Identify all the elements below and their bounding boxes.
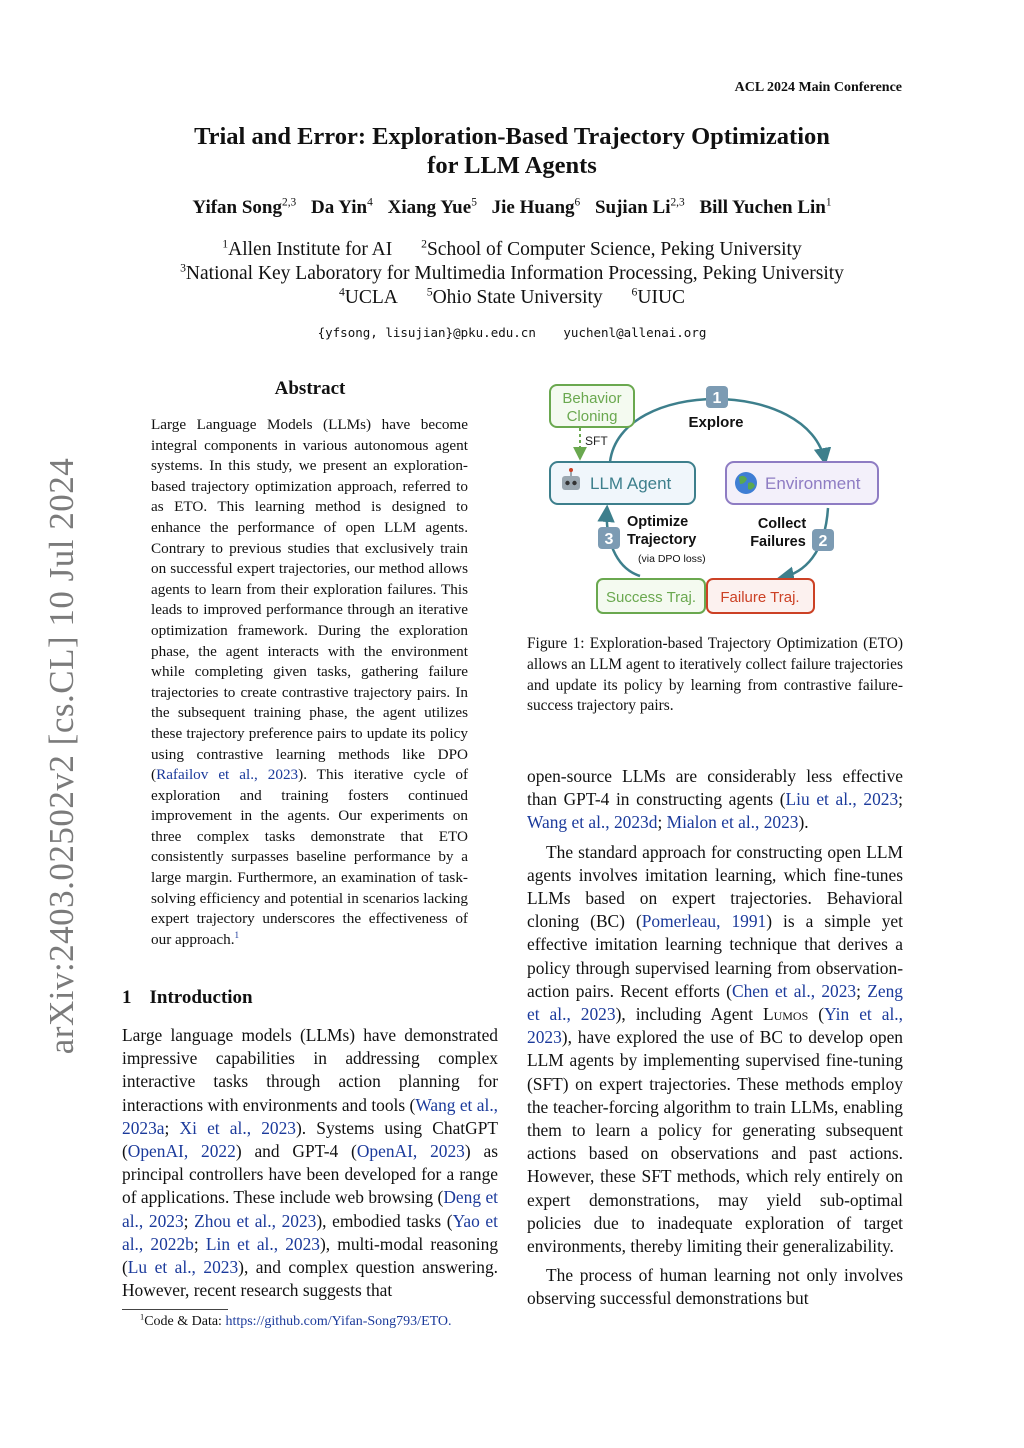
title-line-1: Trial and Error: Exploration-Based Trajectory Optimization (194, 123, 830, 150)
venue-label: ACL 2024 Main Conference (734, 80, 902, 95)
citation-link[interactable]: Wang et al., 2023a (122, 1094, 499, 1138)
author: Bill Yuchen Lin$^1$ (699, 196, 832, 218)
svg-text:1: 1 (712, 390, 722, 407)
sft-label: SFT (585, 434, 608, 448)
citation-link[interactable]: Mialon et al., 2023 (666, 812, 799, 833)
arxiv-identifier: arXiv:2403.02502v2 [cs.CL] 10 Jul 2024 (42, 457, 81, 1055)
paper-title (0, 122, 1024, 180)
citation-link[interactable]: Wang et al., 2023d (527, 812, 658, 833)
svg-text:3: 3 (604, 531, 614, 548)
abstract-heading: Abstract (274, 378, 346, 399)
citation-link[interactable]: Yao et al., 2022b (122, 1210, 498, 1254)
affiliation: $^3$National Key Laboratory for Multimedia Information Processing, Peking University (180, 261, 844, 284)
email-link[interactable]: yuchenl@allenai.org (563, 325, 707, 340)
svg-text:Optimize: Optimize (627, 514, 689, 530)
author: Da Yin$^4$ (311, 196, 373, 218)
explore-label: Explore (688, 414, 744, 431)
environment-box (726, 462, 878, 504)
globe-icon (735, 472, 757, 494)
failure-traj-box (707, 579, 814, 613)
paragraph: open-source LLMs are considerably less effective than GPT-4 in constructing agents (Liu et al., 2023; Wang et al., 2023d; Mialon et al., 2023). (527, 766, 903, 833)
svg-text:LLM Agent: LLM Agent (590, 474, 672, 493)
introduction-body: Large language models (LLMs) have demonstrated impressive capabilities in addressing complex interactive tasks through action planning for interactions with environments and tools (Wang et al., 2023a; Xi et al., 2023). Systems using ChatGPT (OpenAI, 2022) and GPT-4 (OpenAI, 2023) as principal controllers have been developed for a range of applications. These include web browsing (Deng et al., 2023; Zhou et al., 2023), embodied tasks (Yao et al., 2022b; Lin et al., 2023), multi-modal reasoning (Lu et al., 2023), and complex question answering. However, recent research suggests that (122, 1025, 499, 1301)
footnote: $^1$Code & Data: https://github.com/Yifan-Song793/ETO. (140, 1312, 452, 1329)
citation-link[interactable]: Chen et al., 2023 (731, 980, 857, 1001)
svg-text:2: 2 (818, 533, 828, 550)
footnote-marker[interactable]: 1 (234, 929, 240, 940)
paragraph: The standard approach for constructing open LLM agents involves imitation learning, which fine-tunes LLMs based on expert trajectories. Behavioral cloning (BC) (Pomerleau, 1991) is a simple yet effective imitation learning technique that derives a policy through supervised learning from observation-action pairs. Recent efforts (Chen et al., 2023; Zeng et al., 2023), including Agent Lumos (Yin et al., 2023), have explored the use of BC to develop open LLM agents by implementing supervised fine-tuning (SFT) on expert trajectories. These methods employ the teacher-forcing algorithm to train LLMs, enabling them to learn a policy for generating subsequent actions based on observations and past actions. However, these SFT methods, which rely entirely on expert demonstrations, may yield sub-optimal policies due to inadequate exploration of target environments, thereby limiting their generalizability. (527, 841, 903, 1257)
affiliation: $^6$UIUC (631, 285, 686, 308)
citation-link[interactable]: Zhou et al., 2023 (194, 1210, 317, 1231)
citation-link[interactable]: Lin et al., 2023 (205, 1233, 321, 1254)
affiliation: $^5$Ohio State University (426, 285, 603, 308)
llm-agent-box (550, 462, 695, 504)
collect-failures-label (750, 516, 806, 550)
affiliations (0, 238, 1024, 310)
svg-text:Behavior: Behavior (562, 390, 622, 407)
svg-text:Cloning: Cloning (566, 408, 618, 425)
citation-link[interactable]: Lu et al., 2023 (127, 1257, 239, 1278)
author: Jie Huang$^6$ (491, 196, 581, 218)
affiliation: $^1$Allen Institute for AI (222, 237, 393, 260)
figure-caption: Figure 1: Exploration-based Trajectory Optimization (ETO) allows an LLM agent to iteratively collect failure trajectories and update its policy by learning from contrastive failure-success trajectory pairs. (527, 635, 903, 715)
behavior-cloning-box (550, 385, 634, 427)
optimize-trajectory-label (627, 514, 696, 548)
right-column-body (527, 765, 903, 1317)
eto-figure (540, 378, 900, 618)
abstract-body: Large Language Models (LLMs) have become integral components in various autonomous agent systems. In this study, we present an exploration-based trajectory optimization approach, referred to as ETO. This learning method is designed to enhance the performance of open LLM agents. Contrary to previous studies that exclusively train on successful expert trajectories, our method allows agents to learn from their exploration failures. This leads to improved performance through an iterative optimization framework. During the exploration phase, the agent interacts with the environment while completing given tasks, gathering failure trajectories to create contrastive trajectory pairs. In the subsequent training phase, the agent utilizes these trajectory preference pairs to update its policy using contrastive learning methods like DPO (Rafailov et al., 2023). This iterative cycle of exploration and training fosters continued improvement in the agents. Our experiments on three complex tasks demonstrate that ETO consistently surpasses baseline performance by a large margin. Furthermore, an examination of task-solving efficiency and potential in scenarios lacking expert trajectory underscores the effectiveness of our approach.$^1$ (151, 416, 469, 948)
step-badge (706, 386, 728, 408)
email-link[interactable]: {yfsong, lisujian}@pku.edu.cn (317, 325, 536, 340)
citation-link[interactable]: Deng et al., 2023 (122, 1187, 498, 1231)
affiliation: $^4$UCLA (338, 285, 398, 308)
svg-text:Failures: Failures (750, 534, 806, 550)
citation-link[interactable]: Rafailov et al., 2023 (156, 766, 299, 784)
citation-link[interactable]: OpenAI, 2022 (127, 1141, 236, 1162)
code-url-link[interactable]: https://github.com/Yifan-Song793/ETO. (225, 1314, 452, 1329)
citation-link[interactable]: Zeng et al., 2023 (527, 980, 903, 1025)
author-emails (0, 325, 1024, 340)
author-list (0, 197, 1024, 219)
title-line-2: for LLM Agents (427, 152, 597, 179)
paragraph: The process of human learning not only involves observing successful demonstrations but (527, 1265, 903, 1309)
author: Xiang Yue$^5$ (387, 196, 477, 218)
section-heading-introduction: 1 Introduction (122, 987, 253, 1008)
svg-text:Collect: Collect (757, 516, 807, 532)
svg-text:Trajectory: Trajectory (627, 532, 697, 548)
citation-link[interactable]: OpenAI, 2023 (356, 1141, 465, 1162)
lumos-name: Lumos (762, 1004, 809, 1025)
step-badge (598, 527, 620, 549)
author: Sujian Li$^{2,3}$ (594, 196, 685, 218)
svg-text:Environment: Environment (765, 474, 861, 493)
svg-text:Failure Traj.: Failure Traj. (720, 589, 800, 606)
citation-link[interactable]: Xi et al., 2023 (179, 1117, 296, 1138)
citation-link[interactable]: Pomerleau, 1991 (641, 911, 767, 932)
footnote-rule (122, 1309, 228, 1310)
affiliation: $^2$School of Computer Science, Peking University (421, 237, 802, 260)
author: Yifan Song$^{2,3}$ (192, 196, 297, 218)
citation-link[interactable]: Liu et al., 2023 (785, 789, 899, 810)
step-badge (812, 529, 834, 551)
svg-text:Success Traj.: Success Traj. (605, 589, 697, 606)
dpo-label: (via DPO loss) (638, 553, 706, 565)
success-traj-box (597, 579, 705, 613)
citation-link[interactable]: Yin et al., 2023 (527, 1004, 903, 1048)
